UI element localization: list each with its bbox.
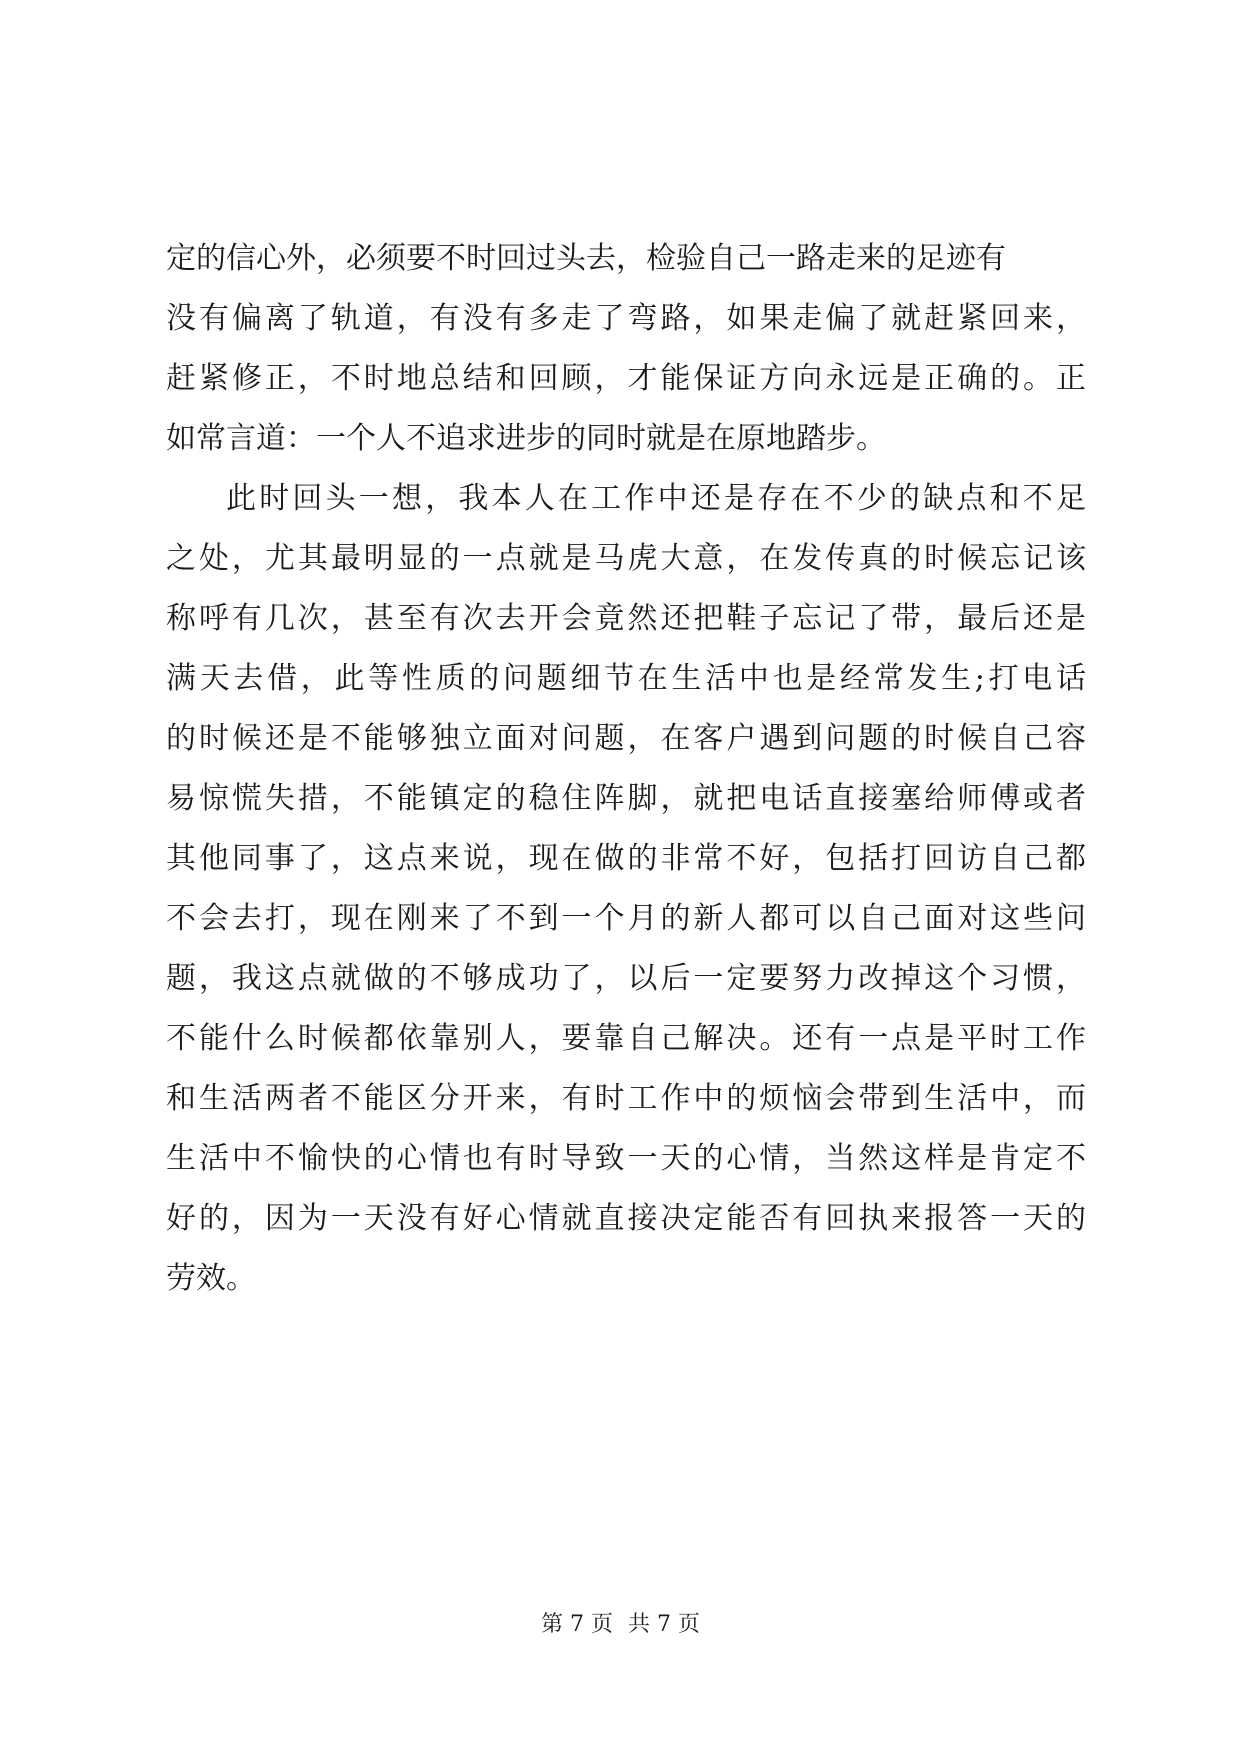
text-line: 生活中不愉快的心情也有时导致一天的心情，当然这样是肯定不 (166, 1141, 1086, 1176)
page-number: 第 7 页 (541, 1612, 613, 1637)
text-line: 题，我这点就做的不够成功了，以后一定要努力改掉这个习惯， (166, 961, 1086, 996)
text-line: 易惊慌失措，不能镇定的稳住阵脚，就把电话直接塞给师傅或者 (166, 781, 1086, 816)
text-line: 劳效。 (166, 1261, 256, 1296)
text-line: 不能什么时候都依靠别人，要靠自己解决。还有一点是平时工作 (166, 1021, 1086, 1056)
text-line: 如常言道：一个人不追求进步的同时就是在原地踏步。 (166, 421, 886, 456)
document-body (166, 229, 1086, 1309)
page-footer (0, 1610, 1241, 1640)
text-line: 和生活两者不能区分开来，有时工作中的烦恼会带到生活中，而 (166, 1081, 1086, 1116)
text-line: 赶紧修正，不时地总结和回顾，才能保证方向永远是正确的。正 (166, 361, 1086, 396)
text-line: 称呼有几次，甚至有次去开会竟然还把鞋子忘记了带，最后还是 (166, 601, 1086, 636)
text-line: 的时候还是不能够独立面对问题，在客户遇到问题的时候自己容 (166, 721, 1086, 756)
text-line: 定的信心外，必须要不时回过头去，检验自己一路走来的足迹有 (166, 241, 1006, 276)
text-line: 满天去借，此等性质的问题细节在生活中也是经常发生;打电话 (166, 661, 1086, 696)
text-line: 好的，因为一天没有好心情就直接决定能否有回执来报答一天的 (166, 1201, 1086, 1236)
text-line: 之处，尤其最明显的一点就是马虎大意，在发传真的时候忘记该 (166, 541, 1086, 576)
text-line: 其他同事了，这点来说，现在做的非常不好，包括打回访自己都 (166, 841, 1086, 876)
text-line: 此时回头一想，我本人在工作中还是存在不少的缺点和不足 (226, 481, 1086, 516)
text-line: 不会去打，现在刚来了不到一个月的新人都可以自己面对这些问 (166, 901, 1086, 936)
text-line: 没有偏离了轨道，有没有多走了弯路，如果走偏了就赶紧回来， (166, 301, 1086, 336)
page-total: 共 7 页 (628, 1612, 700, 1637)
